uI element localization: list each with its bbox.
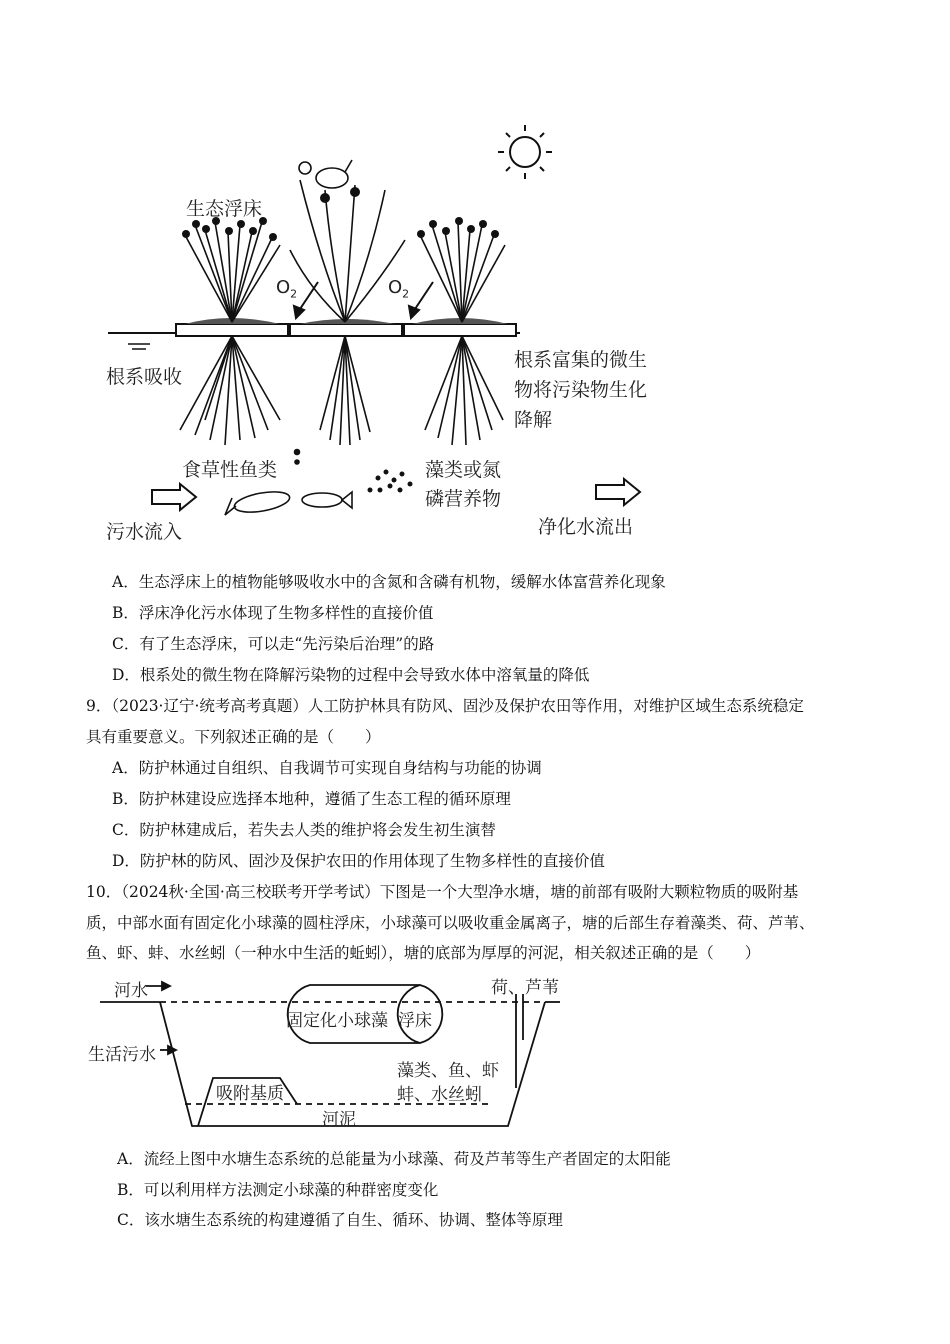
label-lotus-reed: 荷、芦苇 [491,978,559,998]
q9-stem-line-2: 具有重要意义。下列叙述正确的是（ ） [86,728,381,746]
q10-stem-line-2: 质，中部水面有固定化小球藻的圆柱浮床，小球藻可以吸收重金属离子，塘的后部生存着藻类、荷、芦苇、 [86,914,815,932]
label-organisms-1: 藻类、鱼、虾 [397,1061,499,1081]
label-algae-1: 藻类或氮 [425,459,502,481]
label-cylinder-floating-bed: 浮床 [398,1011,432,1031]
label-clean-out: 净化水流出 [538,516,634,538]
q9-option-c: C．防护林建成后，若失去人类的维护将会发生初生演替 [112,821,496,839]
q10-option-a: A．流经上图中水塘生态系统的总能量为小球藻、荷及芦苇等生产者固定的太阳能 [117,1150,671,1168]
q10-stem-line-3: 鱼、虾、蚌、水丝蚓（一种水中生活的蚯蚓），塘的底部为厚厚的河泥，相关叙述正确的是（ ） [86,944,761,962]
label-algae-2: 磷营养物 [425,488,502,510]
q10-option-b: B．可以利用样方法测定小球藻的种群密度变化 [117,1181,439,1199]
label-o2-left: $O_2$ [276,277,298,301]
label-sewage-in: 污水流入 [106,521,183,543]
label-root-absorb: 根系吸收 [106,366,183,388]
q10-option-c: C．该水塘生态系统的构建遵循了自生、循环、协调、整体等原理 [117,1211,563,1229]
label-floating-bed: 生态浮床 [186,198,263,220]
label-river-water: 河水 [114,981,148,1001]
q8-option-b: B．浮床净化污水体现了生物多样性的直接价值 [112,604,434,622]
label-domestic-sewage: 生活污水 [88,1045,156,1065]
q9-option-b: B．防护林建设应选择本地种，遵循了生态工程的循环原理 [112,790,511,808]
label-organisms-2: 蚌、水丝蚓 [397,1085,482,1105]
q9-option-a: A．防护林通过自组织、自我调节可实现自身结构与功能的协调 [112,759,542,777]
label-root-microbes-1: 根系富集的微生 [514,349,648,371]
label-root-microbes-2: 物将污染物生化 [514,379,648,401]
label-root-microbes-3: 降解 [514,409,553,431]
label-immobilized-algae: 固定化小球藻 [286,1011,388,1031]
q9-stem-line-1: 9．（2023·辽宁·统考高考真题）人工防护林具有防风、固沙及保护农田等作用，对维护区域生态系统稳定 [86,697,804,715]
q8-option-c: C．有了生态浮床，可以走“先污染后治理”的路 [112,635,435,653]
label-o2-right: $O_2$ [388,277,410,301]
label-river-mud: 河泥 [322,1110,356,1130]
q9-option-d: D．防护林的防风、固沙及保护农田的作用体现了生物多样性的直接价值 [112,852,605,870]
label-herbivore-fish: 食草性鱼类 [182,459,278,481]
label-adsorption-matrix: 吸附基质 [216,1084,284,1104]
q8-option-a: A．生态浮床上的植物能够吸收水中的含氮和含磷有机物，缓解水体富营养化现象 [112,573,666,591]
q10-stem-line-1: 10．（2024秋·全国·高三校联考开学考试）下图是一个大型净水塘，塘的前部有吸附大颗粒物质的吸附基 [86,883,799,901]
q8-option-d: D．根系处的微生物在降解污染物的过程中会导致水体中溶氧量的降低 [112,666,590,684]
